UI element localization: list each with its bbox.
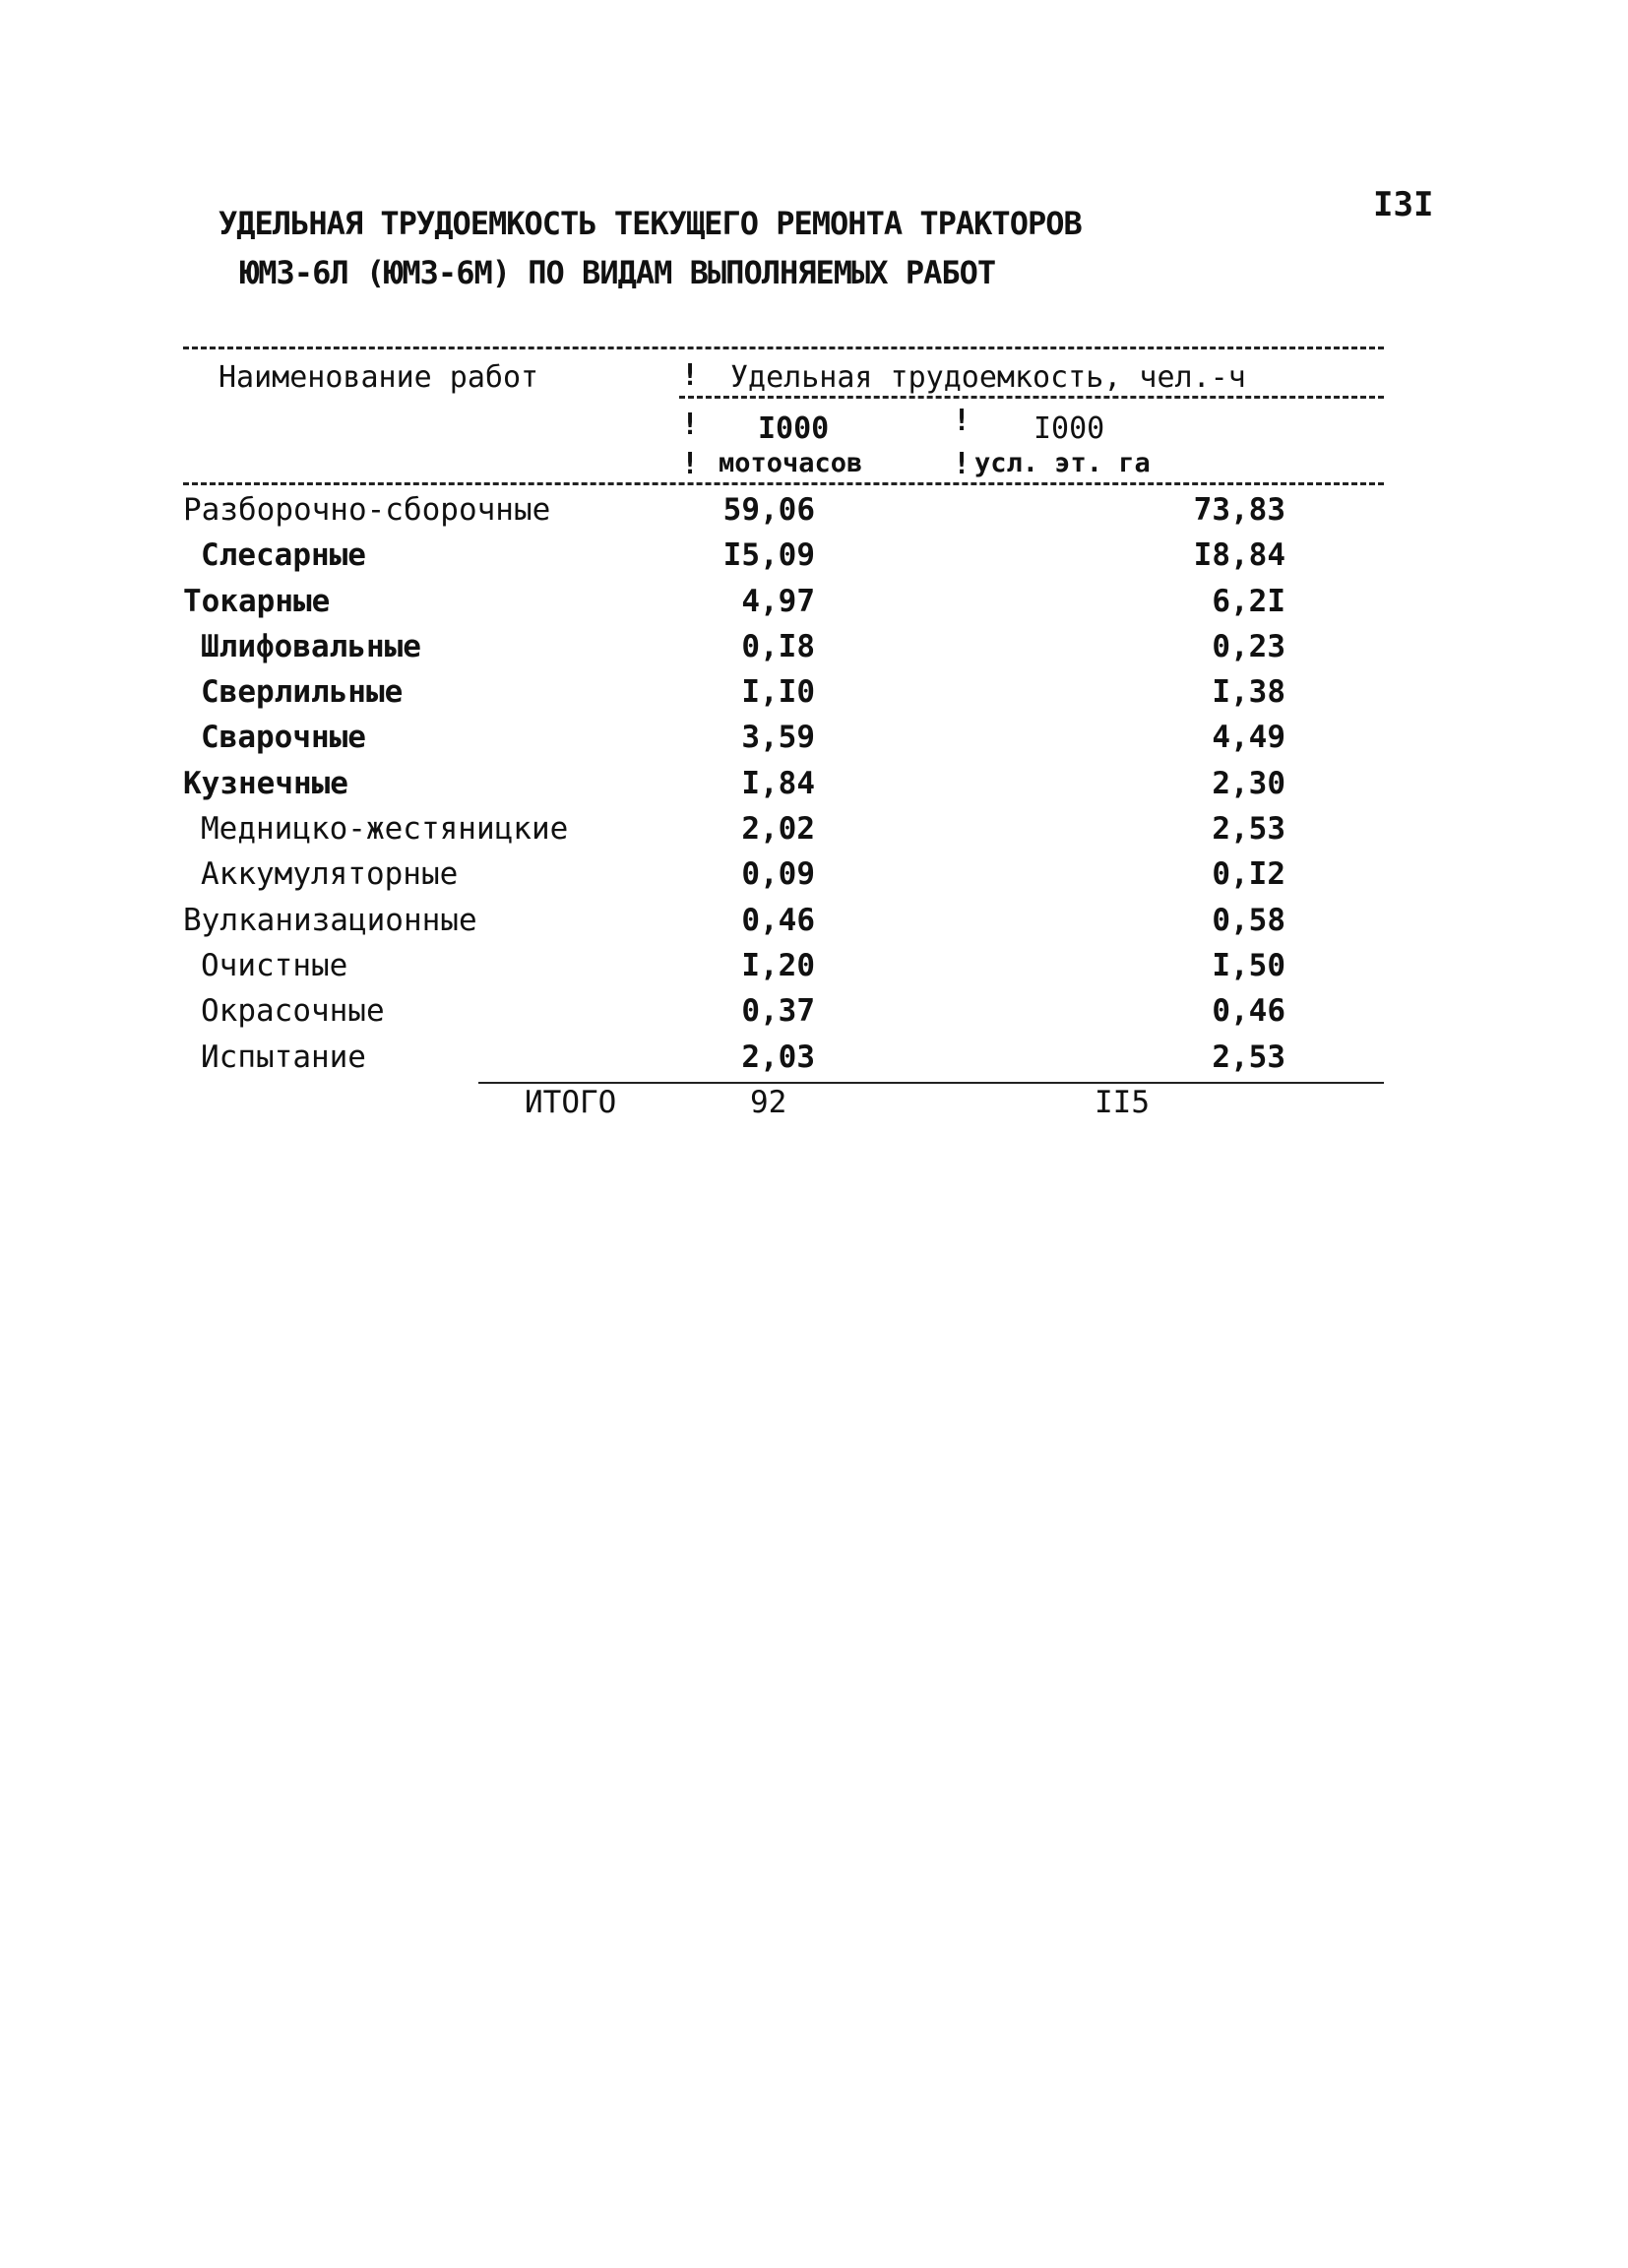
table-row <box>183 948 1384 993</box>
work-name: Очистные <box>201 947 348 983</box>
header-bottom-rule <box>183 482 1384 485</box>
total-rule <box>478 1082 1384 1084</box>
work-name: Слесарные <box>201 537 366 574</box>
value-per-1000-motohours: 0,09 <box>741 856 815 893</box>
column-group-header: Удельная трудоемкость, чел.-ч <box>730 360 1246 395</box>
value-per-1000-motohours: 59,06 <box>722 492 815 528</box>
table-row <box>183 766 1384 811</box>
subheader-hectares-unit: усл. эт. га <box>974 448 1151 478</box>
subheader-motohours-unit: моточасов <box>719 448 863 478</box>
value-per-1000-motohours: 2,03 <box>741 1039 815 1075</box>
table-row <box>183 629 1384 674</box>
total-label: ИТОГО <box>525 1085 617 1120</box>
table-row <box>183 903 1384 948</box>
header-separator: ! <box>681 447 700 481</box>
total-hectares: II5 <box>1095 1085 1150 1120</box>
value-per-1000-hectares: 0,46 <box>1212 993 1285 1030</box>
total-motohours: 92 <box>750 1085 787 1120</box>
table-row <box>183 811 1384 856</box>
value-per-1000-motohours: 4,97 <box>741 583 815 619</box>
work-name: Шлифовальные <box>201 628 421 664</box>
column-header-name: Наименование работ <box>219 360 539 395</box>
work-name: Медницко-жестяницкие <box>201 811 569 848</box>
work-name: Токарные <box>183 583 331 619</box>
value-per-1000-motohours: I5,09 <box>722 537 815 574</box>
header-separator: ! <box>681 408 700 442</box>
table-row <box>183 993 1384 1039</box>
table-row <box>183 584 1384 629</box>
value-per-1000-motohours: I,I0 <box>741 674 815 711</box>
table-row <box>183 537 1384 583</box>
value-per-1000-hectares: I,38 <box>1212 674 1285 711</box>
title-line-1: УДЕЛЬНАЯ ТРУДОЕМКОСТЬ ТЕКУЩЕГО РЕМОНТА ТРАКТОРОВ <box>219 205 1082 242</box>
title-line-2: ЮМЗ-6Л (ЮМЗ-6М) ПО ВИДАМ ВЫПОЛНЯЕМЫХ РАБОТ <box>240 254 996 291</box>
value-per-1000-hectares: 0,58 <box>1212 902 1285 938</box>
work-name: Вулканизационные <box>183 902 477 938</box>
value-per-1000-motohours: I,84 <box>741 765 815 801</box>
value-per-1000-hectares: 2,53 <box>1212 1039 1285 1075</box>
value-per-1000-hectares: 2,30 <box>1212 765 1285 801</box>
table-row <box>183 856 1384 902</box>
table-row <box>183 674 1384 720</box>
work-name: Кузнечные <box>183 765 348 801</box>
value-per-1000-motohours: 0,I8 <box>741 628 815 664</box>
value-per-1000-motohours: 3,59 <box>741 720 815 756</box>
table-row <box>183 1040 1384 1085</box>
work-name: Сварочные <box>201 720 366 756</box>
value-per-1000-motohours: I,20 <box>741 947 815 983</box>
value-per-1000-hectares: 0,23 <box>1212 628 1285 664</box>
value-per-1000-hectares: 73,83 <box>1193 492 1285 528</box>
work-name: Разборочно-сборочные <box>183 492 551 528</box>
work-name: Сверлильные <box>201 674 404 711</box>
work-name: Окрасочные <box>201 993 385 1030</box>
value-per-1000-hectares: 0,I2 <box>1212 856 1285 893</box>
value-per-1000-hectares: I,50 <box>1212 947 1285 983</box>
value-per-1000-hectares: 2,53 <box>1212 811 1285 848</box>
value-per-1000-hectares: 6,2I <box>1212 583 1285 619</box>
value-per-1000-hectares: 4,49 <box>1212 720 1285 756</box>
value-per-1000-motohours: 2,02 <box>741 811 815 848</box>
value-per-1000-motohours: 0,46 <box>741 902 815 938</box>
header-separator: ! <box>953 404 971 438</box>
work-name: Испытание <box>201 1039 366 1075</box>
page-title <box>219 199 1082 297</box>
table-body <box>183 492 1384 1085</box>
group-header-rule <box>679 396 1384 399</box>
table-row <box>183 720 1384 765</box>
page-number: I3I <box>1373 185 1434 224</box>
subheader-hectares-number: I000 <box>1033 411 1105 446</box>
work-name: Аккумуляторные <box>201 856 459 893</box>
header-separator: ! <box>953 447 971 481</box>
header-separator: ! <box>681 358 700 393</box>
value-per-1000-hectares: I8,84 <box>1193 537 1285 574</box>
value-per-1000-motohours: 0,37 <box>741 993 815 1030</box>
table-row <box>183 492 1384 537</box>
table-top-rule <box>183 346 1384 349</box>
subheader-motohours-number: I000 <box>758 411 830 446</box>
